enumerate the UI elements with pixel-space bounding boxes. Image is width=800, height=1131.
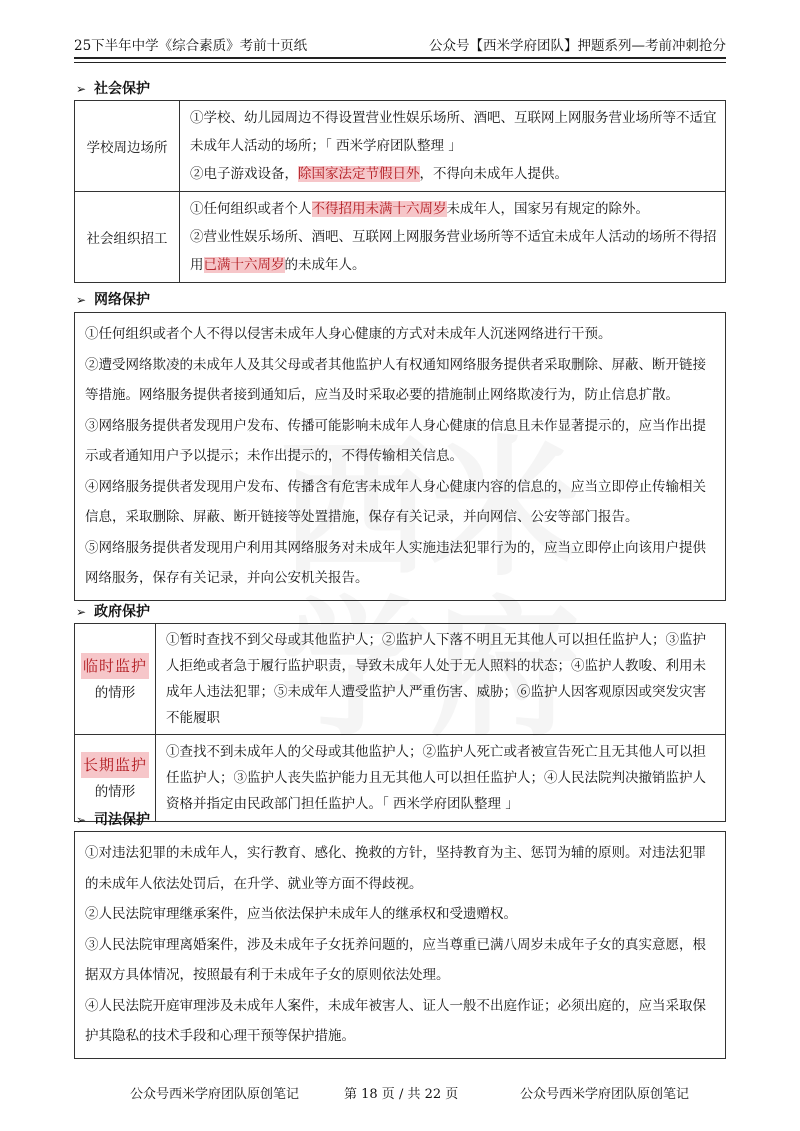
header-right: 公众号【西米学府团队】押题系列—考前冲刺抢分 — [429, 38, 726, 54]
section-title: 司法保护 — [94, 812, 150, 828]
network-box — [74, 312, 726, 601]
arrow-right-icon: ➢ — [76, 293, 87, 307]
highlight: 除国家法定节假日外 — [298, 166, 420, 182]
list-item: ②人民法院审理继承案件，应当依法保护未成年人的继承权和受遗赠权。 — [85, 906, 517, 922]
social-table — [74, 100, 726, 283]
section-heading-government — [76, 601, 150, 621]
header-rule-thick — [74, 57, 726, 59]
page-header — [74, 34, 726, 56]
arrow-right-icon: ➢ — [76, 82, 87, 96]
row-content — [180, 192, 726, 283]
list-item: ②电子游戏设备，除国家法定节假日外，不得向未成年人提供。 — [190, 166, 568, 182]
table-row — [75, 101, 726, 192]
list-item: ②遭受网络欺凌的未成年人及其父母或者其他监护人有权通知网络服务提供者采取删除、屏蔽、断开链接等措施。网络服务提供者接到通知后，应当及时采取必要的措施制止网络欺凌行为，防止信息扩散。 — [85, 356, 706, 403]
list-item: ④人民法院开庭审理涉及未成年人案件，未成年被害人、证人一般不出庭作证；必须出庭的，应当采取保护其隐私的技术手段和心理干预等保护措施。 — [85, 997, 706, 1044]
list-item: ②营业性娱乐场所、酒吧、互联网上网服务营业场所等不适宜未成年人活动的场所不得招用已满十六周岁的未成年人。 — [190, 229, 717, 273]
table-row — [75, 735, 726, 822]
highlight: 临时监护 — [81, 653, 149, 679]
row-label — [75, 624, 156, 735]
row-label: 学校周边场所 — [75, 101, 180, 192]
arrow-right-icon: ➢ — [76, 605, 87, 619]
list-item: ③网络服务提供者发现用户发布、传播可能影响未成年人身心健康的信息且未作显著提示的，应当作出提示或者通知用户予以提示；未作出提示的，不得传输相关信息。 — [85, 417, 706, 464]
highlight: 长期监护 — [81, 752, 149, 778]
table-row — [75, 624, 726, 735]
label-tail: 的情形 — [94, 783, 136, 800]
section-heading-social — [76, 78, 150, 98]
section-heading-judicial — [76, 809, 150, 829]
header-rule-thin — [74, 62, 726, 63]
list-item: ④网络服务提供者发现用户发布、传播含有危害未成年人身心健康内容的信息的，应当立即停止传输相关信息，采取删除、屏蔽、断开链接等处置措施，保存有关记录，并向网信、公安等部门报告。 — [85, 478, 706, 525]
highlight: 已满十六周岁 — [203, 257, 285, 273]
row-label: 社会组织招工 — [75, 192, 180, 283]
list-item: ⑤网络服务提供者发现用户利用其网络服务对未成年人实施违法犯罪行为的，应当立即停止向该用户提供网络服务，保存有关记录，并向公安机关报告。 — [85, 539, 706, 586]
list-item: ①任何组织或者个人不得招用未满十六周岁未成年人，国家另有规定的除外。 — [190, 201, 649, 217]
government-table — [74, 623, 726, 822]
section-title: 社会保护 — [94, 81, 150, 97]
row-content: ①查找不到未成年人的父母或其他监护人；②监护人死亡或者被宣告死亡且无其他人可以担任监护人；③监护人丧失监护能力且无其他人可以担任监护人；④人民法院判决撤销监护人资格并指定由民政部门担任监护人。「 西米学府团队整理 」 — [156, 735, 726, 822]
list-item: ①学校、幼儿园周边不得设置营业性娱乐场所、酒吧、互联网上网服务营业场所等不适宜未成年人活动的场所；「 西米学府团队整理 」 — [190, 110, 717, 154]
section-title: 网络保护 — [94, 292, 150, 308]
row-content: ①暂时查找不到父母或其他监护人；②监护人下落不明且无其他人可以担任监护人；③监护人拒绝或者急于履行监护职责，导致未成年人处于无人照料的状态；④监护人教唆、利用未成年人违法犯罪；⑤未成年人遭受监护人严重伤害、威胁；⑥监护人因客观原因或突发灾害不能履职 — [156, 624, 726, 735]
section-heading-network — [76, 289, 150, 309]
list-item: ③人民法院审理离婚案件，涉及未成年子女抚养问题的，应当尊重已满八周岁未成年子女的真实意愿，根据双方具体情况，按照最有利于未成年子女的原则依法处理。 — [85, 936, 706, 983]
arrow-right-icon: ➢ — [76, 813, 87, 827]
highlight: 不得招用未满十六周岁 — [311, 201, 447, 217]
judicial-box — [74, 831, 726, 1059]
page-number: 第 18 页 / 共 22 页 — [344, 1087, 459, 1102]
row-content — [180, 101, 726, 192]
label-tail: 的情形 — [94, 684, 136, 701]
list-item: ①对违法犯罪的未成年人，实行教育、感化、挽救的方针，坚持教育为主、惩罚为辅的原则。对违法犯罪的未成年人依法处罚后，在升学、就业等方面不得歧视。 — [85, 845, 706, 892]
list-item: ①任何组织或者个人不得以侵害未成年人身心健康的方式对未成年人沉迷网络进行干预。 — [85, 326, 612, 342]
section-title: 政府保护 — [94, 604, 150, 620]
table-row — [75, 192, 726, 283]
footer-right: 公众号西米学府团队原创笔记 — [520, 1087, 690, 1102]
footer-left: 公众号西米学府团队原创笔记 — [130, 1087, 300, 1102]
header-left: 25下半年中学《综合素质》考前十页纸 — [74, 38, 308, 54]
